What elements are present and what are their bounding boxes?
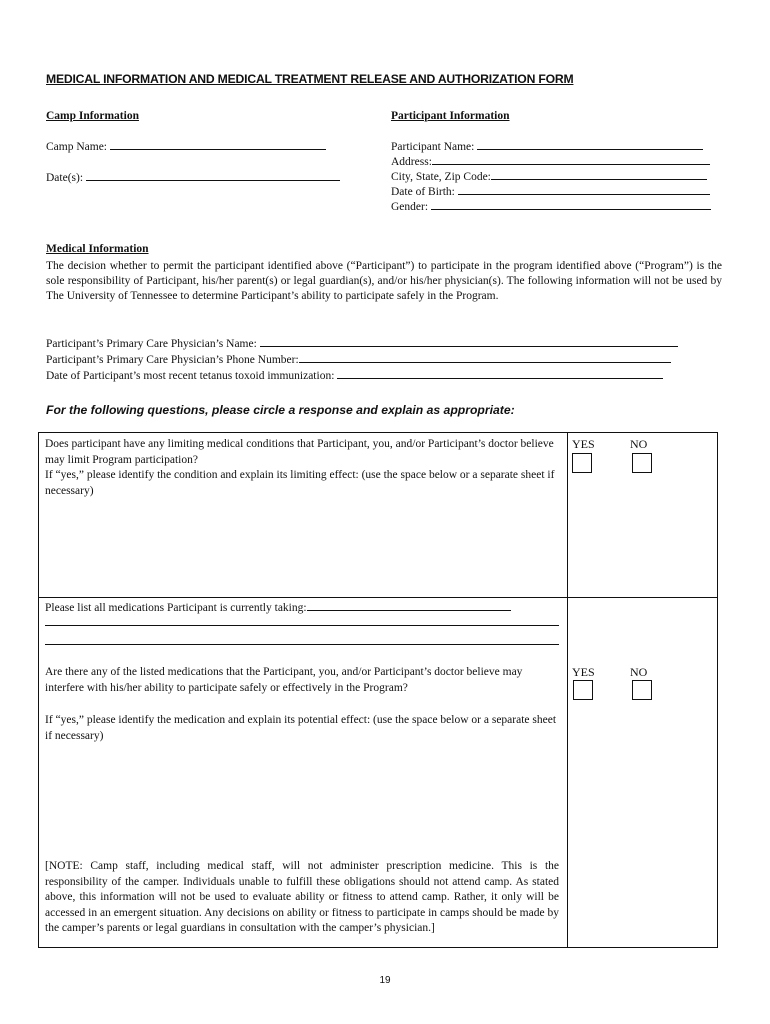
form-title: MEDICAL INFORMATION AND MEDICAL TREATMENT RELEASE AND AUTHORIZATION FORM bbox=[46, 72, 574, 86]
physician-name-row bbox=[46, 338, 678, 350]
physician-name-field[interactable] bbox=[260, 345, 678, 347]
medications-line-2[interactable] bbox=[45, 625, 559, 626]
tetanus-row bbox=[46, 370, 663, 382]
gender-field[interactable] bbox=[431, 208, 711, 210]
medications-field[interactable] bbox=[307, 609, 511, 611]
physician-name-label: Participant’s Primary Care Physician’s Name: bbox=[46, 338, 257, 350]
question-2 bbox=[45, 665, 559, 696]
gender-label: Gender: bbox=[391, 201, 429, 213]
question-1 bbox=[45, 437, 559, 499]
medical-intro bbox=[46, 259, 722, 304]
address-field[interactable] bbox=[432, 163, 710, 165]
address-row bbox=[391, 156, 710, 168]
page-number: 19 bbox=[379, 975, 391, 986]
participant-name-field[interactable] bbox=[477, 148, 703, 150]
physician-phone-label: Participant’s Primary Care Physician’s Phone Number: bbox=[46, 354, 299, 366]
gender-row bbox=[391, 201, 711, 213]
question-1-followup: If “yes,” please identify the condition and explain its limiting effect: (use the space below or a separate sheet if necessary) bbox=[45, 469, 555, 497]
medications-line-3[interactable] bbox=[45, 644, 559, 645]
physician-phone-field[interactable] bbox=[299, 361, 671, 363]
camp-info-heading: Camp Information bbox=[46, 110, 139, 122]
dob-row bbox=[391, 186, 710, 198]
questions-heading: For the following questions, please circle a response and explain as appropriate: bbox=[46, 403, 515, 417]
dob-label: Date of Birth: bbox=[391, 186, 455, 198]
q1-yes-label: YES bbox=[572, 437, 595, 451]
row-divider bbox=[39, 597, 717, 598]
q2-yes-checkbox[interactable] bbox=[573, 680, 593, 700]
city-field[interactable] bbox=[491, 178, 707, 180]
medical-intro-text: The decision whether to permit the participant identified above (“Participant”) to participate in the program identified above (“Program”) is the sole responsibility of Participant, his/her parent(s) or legal guardian(s), and/or his/her physician(s). The following information will not be used by The University of Tennessee to determine Participant’s ability to participate safely in the Program. bbox=[46, 260, 722, 302]
participant-name-row bbox=[391, 141, 703, 153]
questions-table bbox=[38, 432, 718, 948]
camp-name-row bbox=[46, 141, 326, 153]
q1-yes-checkbox[interactable] bbox=[572, 453, 592, 473]
camp-name-label: Camp Name: bbox=[46, 141, 107, 153]
camp-dates-label: Date(s): bbox=[46, 172, 84, 184]
camp-dates-row bbox=[46, 172, 340, 184]
tetanus-label: Date of Participant’s most recent tetanus toxoid immunization: bbox=[46, 370, 335, 382]
q2-no-checkbox[interactable] bbox=[632, 680, 652, 700]
medications-row bbox=[45, 601, 559, 617]
column-divider bbox=[567, 433, 568, 947]
note-block bbox=[45, 859, 559, 937]
city-row bbox=[391, 171, 707, 183]
address-label: Address: bbox=[391, 156, 432, 168]
q2-yes-label: YES bbox=[572, 665, 595, 679]
camp-dates-field[interactable] bbox=[86, 179, 340, 181]
camp-name-field[interactable] bbox=[110, 148, 326, 150]
q1-no-checkbox[interactable] bbox=[632, 453, 652, 473]
question-2-followup: If “yes,” please identify the medication and explain its potential effect: (use the space below or a separate sheet if necessary) bbox=[45, 714, 557, 742]
medications-label: Please list all medications Participant is currently taking: bbox=[45, 602, 307, 614]
city-label: City, State, Zip Code: bbox=[391, 171, 491, 183]
note-text: [NOTE: Camp staff, including medical staff, will not administer prescription medicine. This is the responsibility of the camper. Individuals unable to fulfill these obligations should not attend camp. As stated above, this information will not be used to evaluate ability or fitness to attend camp. Rather, it only will be accessed in an emergent situation. Any decisions on ability or fitness to participate in camps should be made by the camper’s parents or legal guardians in consultation with the camper’s physician.] bbox=[45, 860, 559, 934]
medical-info-heading: Medical Information bbox=[46, 243, 149, 255]
q2-no-label: NO bbox=[630, 665, 648, 679]
question-2-text: Are there any of the listed medications that the Participant, you, and/or Participant’s doctor believe may interfere with his/her ability to participate safely or effectively in the Program? bbox=[45, 666, 523, 694]
q1-no-label: NO bbox=[630, 437, 648, 451]
tetanus-field[interactable] bbox=[337, 377, 663, 379]
physician-phone-row bbox=[46, 354, 671, 366]
question-1-text: Does participant have any limiting medical conditions that Participant, you, and/or Participant’s doctor believe may limit Program participation? bbox=[45, 438, 554, 466]
dob-field[interactable] bbox=[458, 193, 710, 195]
participant-info-heading: Participant Information bbox=[391, 110, 510, 122]
question-2-followup-block bbox=[45, 713, 559, 744]
participant-name-label: Participant Name: bbox=[391, 141, 475, 153]
